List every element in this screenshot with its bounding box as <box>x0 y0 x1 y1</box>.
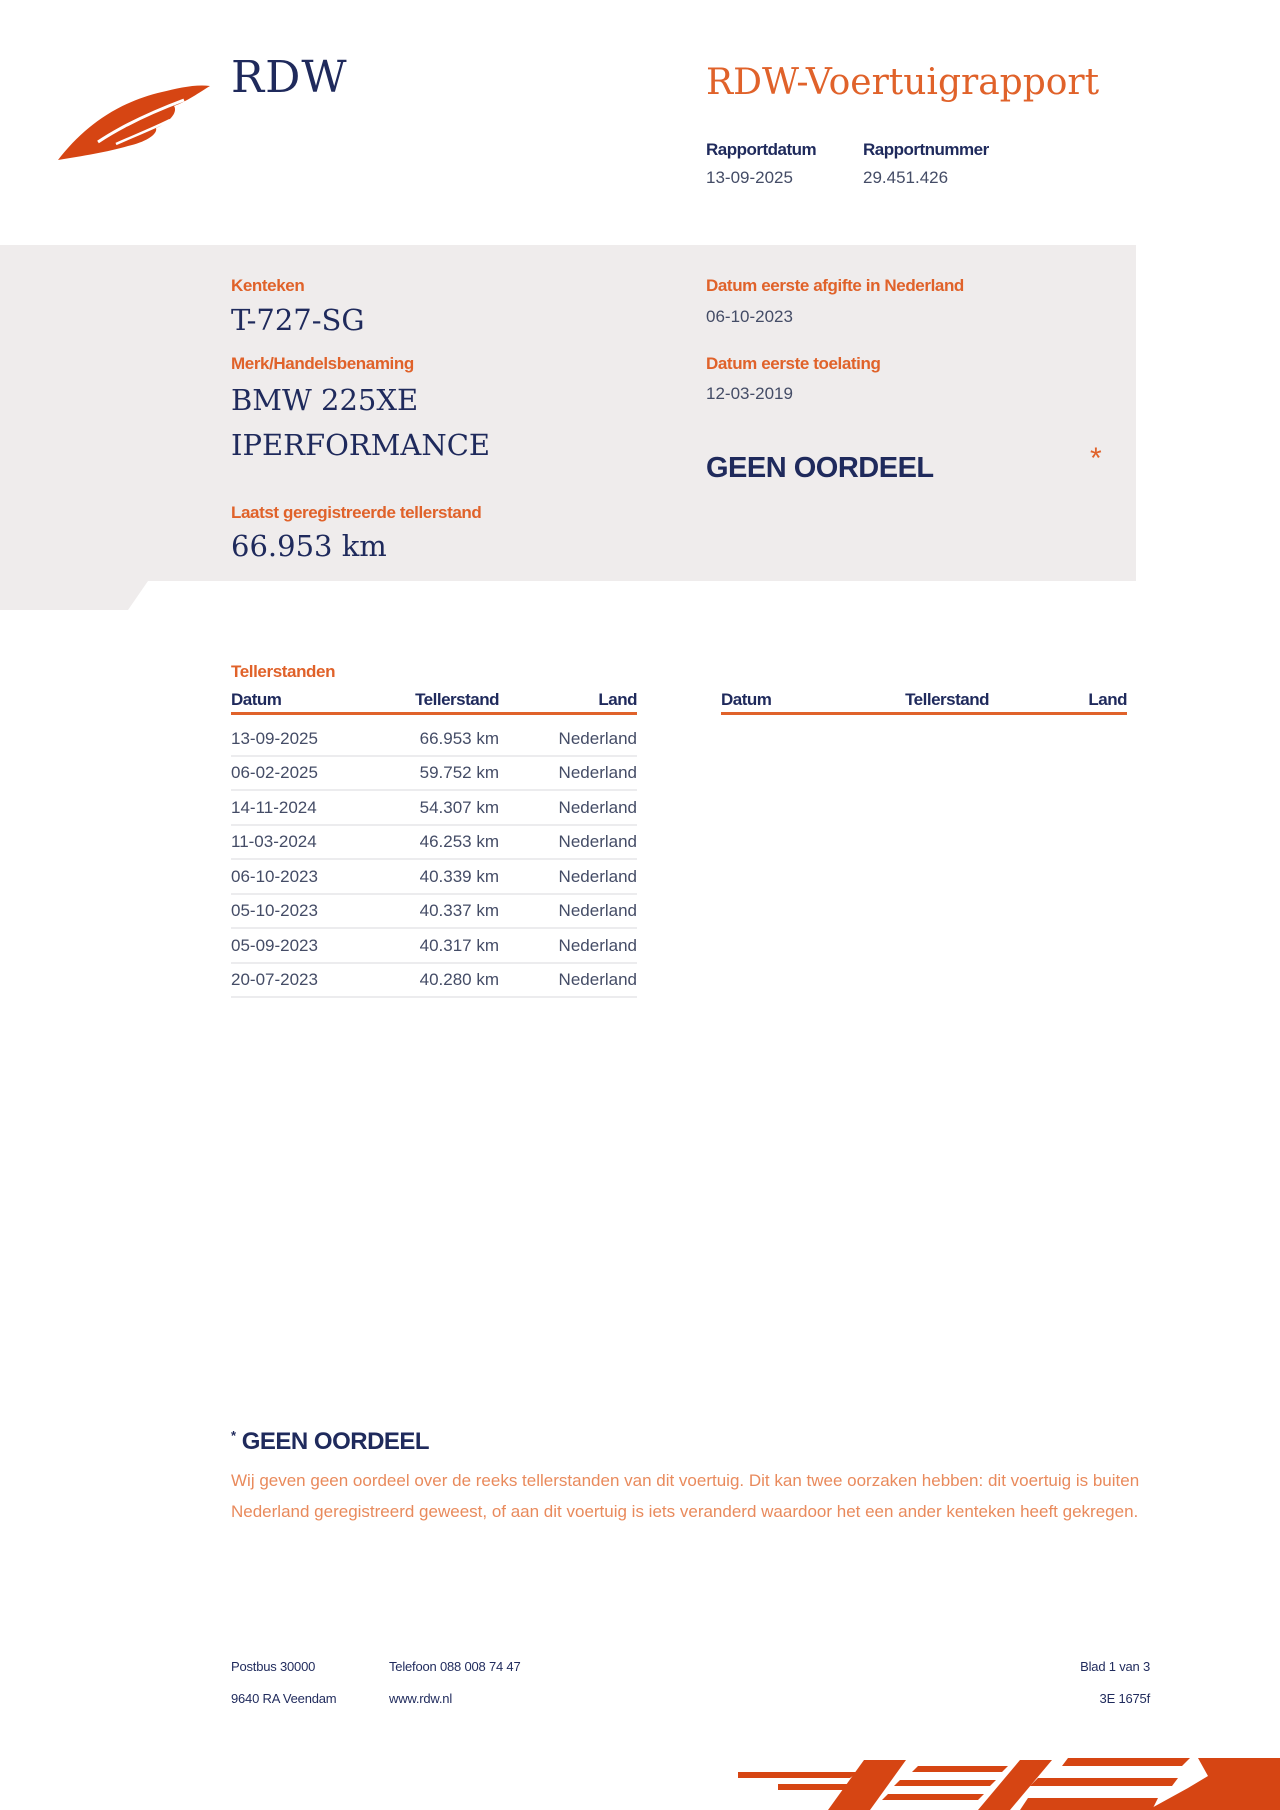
footer-postal-city: 9640 RA Veendam <box>231 1691 337 1706</box>
reading-date: 06-02-2025 <box>231 763 318 782</box>
table-row <box>231 755 637 791</box>
footer-phone: Telefoon 088 008 74 47 <box>389 1659 521 1674</box>
vehicle-summary-band <box>0 245 1136 610</box>
reading-country: Nederland <box>558 970 637 989</box>
col-header-odometer: Tellerstand <box>415 690 499 709</box>
reading-odometer: 40.337 km <box>419 901 499 920</box>
plate-label: Kenteken <box>231 276 305 295</box>
col-header-odometer-2: Tellerstand <box>905 690 989 709</box>
reading-country: Nederland <box>558 832 637 851</box>
footer-website-link[interactable]: www.rdw.nl <box>389 1691 453 1706</box>
table-row <box>231 962 637 998</box>
reading-odometer: 54.307 km <box>419 798 499 817</box>
reading-odometer: 66.953 km <box>419 729 499 748</box>
footnote-title-text: GEEN OORDEEL <box>241 1428 430 1455</box>
reading-odometer: 46.253 km <box>419 832 499 851</box>
reading-date: 13-09-2025 <box>231 729 318 748</box>
make-label: Merk/Handelsbenaming <box>231 354 414 373</box>
table-row <box>231 893 637 929</box>
footnote-text: Wij geven geen oordeel over de reeks tellerstanden van dit voertuig. Dit kan twee oorzaken hebben: dit voertuig is buiten Nederland geregistreerd geweest, of aan dit voertuig is iets veranderd waardoor het een ander kenteken heeft gekregen. <box>231 1471 1140 1521</box>
first-issue-nl-label: Datum eerste afgifte in Nederland <box>706 276 964 295</box>
first-admission-value: 12-03-2019 <box>706 384 793 403</box>
reading-date: 05-09-2023 <box>231 936 318 955</box>
reading-country: Nederland <box>558 729 637 748</box>
reading-date: 20-07-2023 <box>231 970 318 989</box>
readings-table-header-2 <box>721 690 1127 714</box>
reading-date: 06-10-2023 <box>231 867 318 886</box>
footer-stripes-graphic <box>738 1758 1280 1810</box>
verdict-footnote-marker: * <box>1090 442 1102 475</box>
first-admission-label: Datum eerste toelating <box>706 354 881 373</box>
col-header-date-2: Datum <box>721 690 772 709</box>
reading-odometer: 40.317 km <box>419 936 499 955</box>
footnote-title <box>231 1428 429 1456</box>
reading-country: Nederland <box>558 763 637 782</box>
reading-date: 14-11-2024 <box>231 798 317 817</box>
readings-section-label: Tellerstanden <box>231 662 336 681</box>
odometer-value: 66.953 km <box>231 529 387 563</box>
readings-header-rule-2 <box>721 712 1127 715</box>
rdw-logo-icon <box>58 82 210 164</box>
col-header-country-2: Land <box>1088 690 1127 709</box>
first-issue-nl-value: 06-10-2023 <box>706 307 793 326</box>
make-value-line1: BMW 225XE <box>231 383 419 417</box>
odometer-label: Laatst geregistreerde tellerstand <box>231 503 482 522</box>
reading-country: Nederland <box>558 936 637 955</box>
table-row <box>231 824 637 860</box>
table-row <box>231 859 637 895</box>
report-title: RDW-Voertuigrapport <box>706 62 1100 103</box>
report-date: 13-09-2025 <box>706 168 793 187</box>
footer-page-number: Blad 1 van 3 <box>1080 1659 1150 1674</box>
table-row <box>231 928 637 964</box>
reading-date: 11-03-2024 <box>231 832 317 851</box>
report-number: 29.451.426 <box>863 168 949 187</box>
brand-name: RDW <box>231 52 348 103</box>
reading-date: 05-10-2023 <box>231 901 318 920</box>
table-row <box>231 721 637 757</box>
reading-country: Nederland <box>558 867 637 886</box>
reading-country: Nederland <box>558 798 637 817</box>
col-header-date: Datum <box>231 690 282 709</box>
footnote-marker: * <box>231 1428 236 1443</box>
reading-odometer: 40.280 km <box>419 970 499 989</box>
footer-po-box: Postbus 30000 <box>231 1659 316 1674</box>
readings-table-header <box>231 690 637 714</box>
footer-code: 3E 1675f <box>1099 1691 1150 1706</box>
col-header-country: Land <box>598 690 637 709</box>
verdict-text: GEEN OORDEEL <box>706 452 934 484</box>
reading-odometer: 40.339 km <box>419 867 499 886</box>
readings-header-rule <box>231 712 637 715</box>
report-date-label: Rapportdatum <box>706 140 817 159</box>
plate-value: T-727-SG <box>231 303 365 337</box>
make-value-line2: IPERFORMANCE <box>231 428 491 462</box>
report-number-label: Rapportnummer <box>863 140 989 159</box>
table-row <box>231 790 637 826</box>
reading-country: Nederland <box>558 901 637 920</box>
reading-odometer: 59.752 km <box>419 763 499 782</box>
